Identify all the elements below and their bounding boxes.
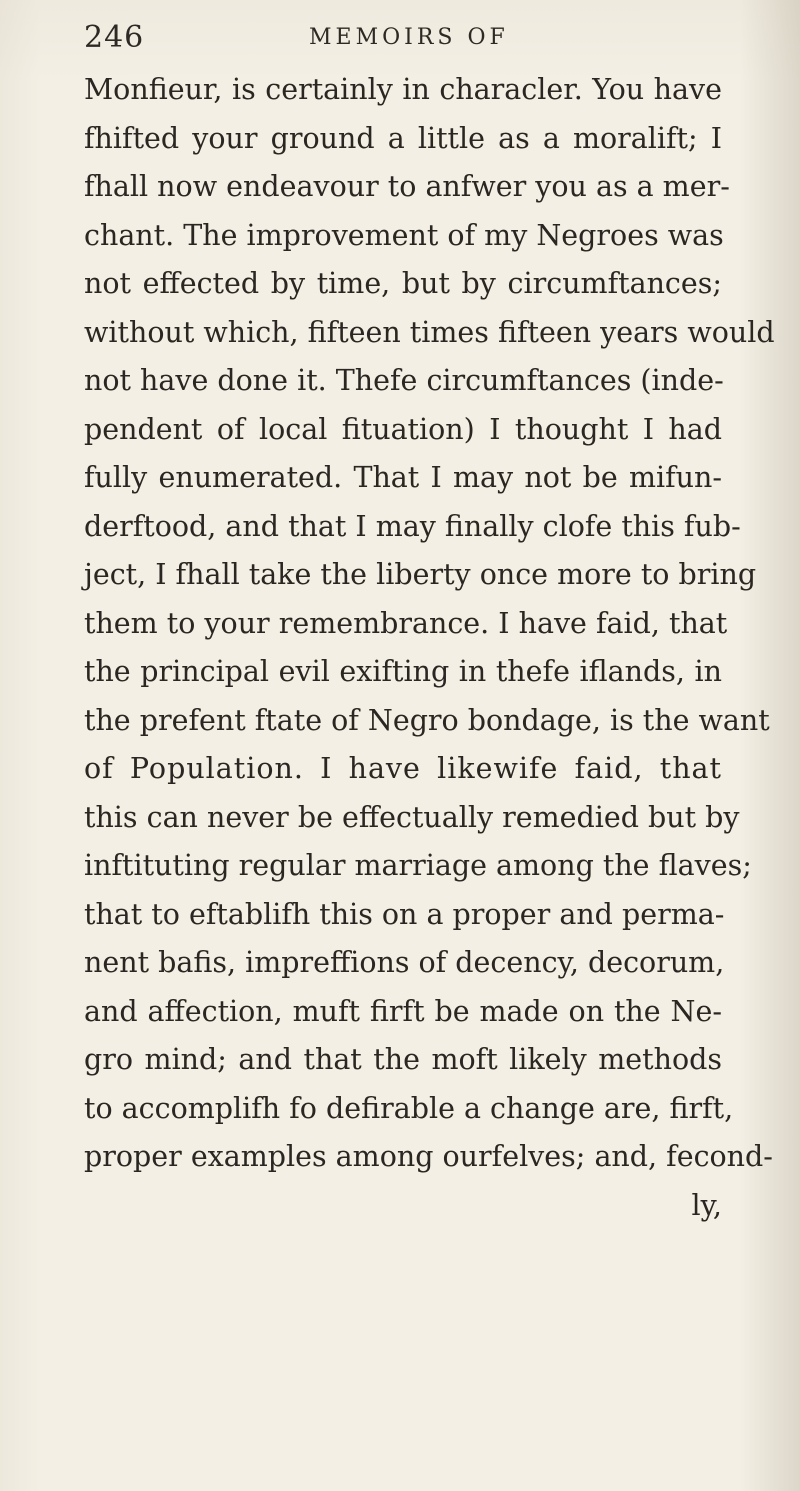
text-line: fully enumerated. That I may not be mifun- [84, 461, 722, 494]
text-line: the principal evil exifting in thefe iflands, in [84, 655, 722, 688]
text-line: derftood, and that I may finally clofe this fub- [84, 509, 741, 543]
body-text [84, 66, 775, 1230]
text-line: to accomplifh fo defirable a change are, firft, [84, 1091, 734, 1125]
text-line: without which, fifteen times fifteen years would [84, 315, 775, 349]
page-number: 246 [84, 20, 145, 55]
text-line: and affection, muft firft be made on the Ne- [84, 994, 722, 1028]
text-line: fhall now endeavour to anfwer you as a mer- [84, 170, 730, 203]
text-line: proper examples among ourfelves; and, fecond- [84, 1140, 773, 1173]
text-line: Monfieur, is certainly in characler. You have [84, 73, 722, 106]
text-line: gro mind; and that the moft likely methods [84, 1043, 722, 1076]
text-line: chant. The improvement of my Negroes was [84, 218, 724, 252]
text-line: them to your remembrance. I have faid, that [84, 606, 728, 640]
text-line: nent bafis, impreffions of decency, decorum, [84, 946, 725, 979]
catchword: ly, [691, 1188, 722, 1222]
running-head: MEMOIRS OF [309, 25, 509, 50]
page-header [84, 20, 704, 70]
text-line: inftituting regular marriage among the flaves; [84, 849, 752, 882]
text-line: fhifted your ground a little as a moralift; I [84, 121, 722, 155]
text-line: ject, I fhall take the liberty once more to bring [84, 558, 757, 591]
text-line: this can never be effectually remedied but by [84, 800, 740, 834]
text-line: of Population. I have likewife faid, that [84, 752, 722, 785]
text-line: that to eftablifh this on a proper and perma- [84, 897, 725, 931]
text-line: not have done it. Thefe circumftances (inde- [84, 364, 724, 397]
text-line: the prefent ftate of Negro bondage, is the want [84, 703, 770, 737]
text-line: pendent of local fituation) I thought I had [84, 412, 722, 446]
text-line: not effected by time, but by circumftances; [84, 267, 722, 300]
